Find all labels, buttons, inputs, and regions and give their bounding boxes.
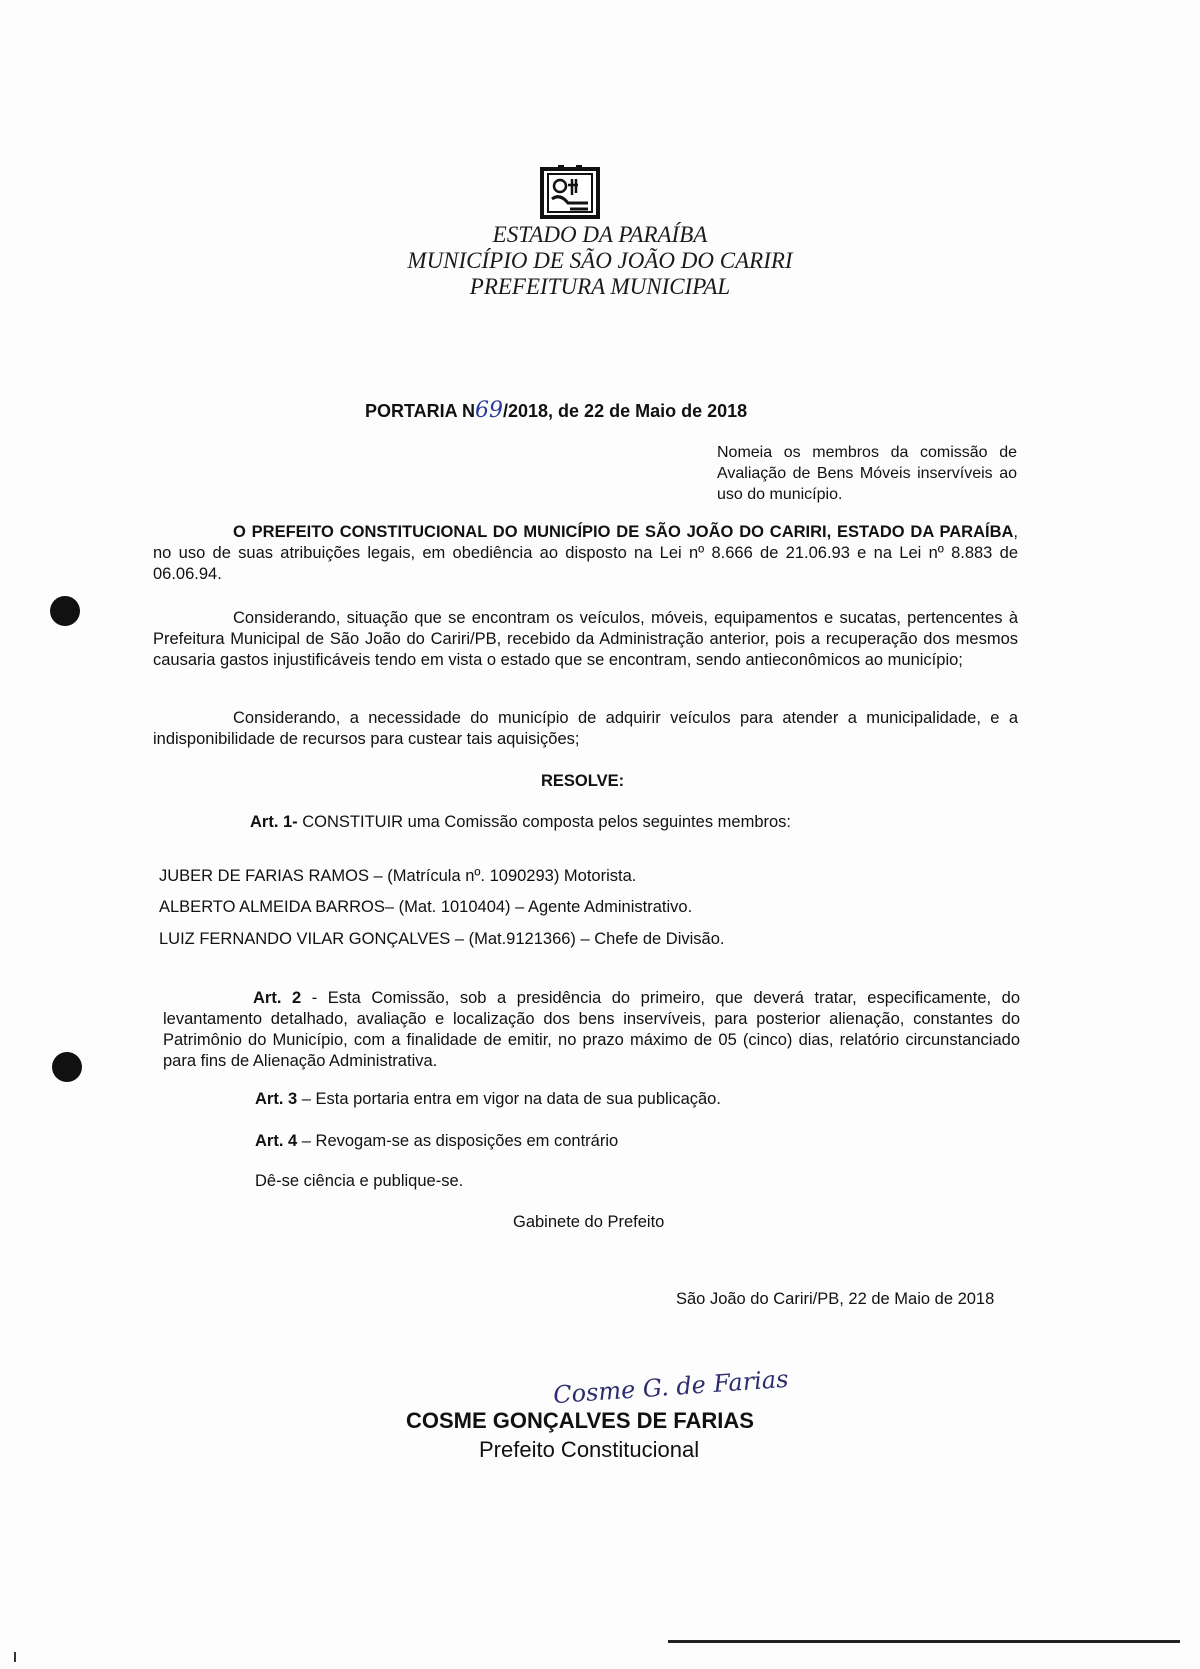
member-item: LUIZ FERNANDO VILAR GONÇALVES – (Mat.9121366) – Chefe de Divisão. <box>159 930 725 948</box>
considerando-2: Considerando, a necessidade do município de adquirir veículos para atender a municipalidade, e a indisponibilidade de recursos para custear tais aquisições; <box>153 709 1018 748</box>
member-item: JUBER DE FARIAS RAMOS – (Matrícula nº. 1090293) Motorista. <box>159 867 637 885</box>
resolve-heading: RESOLVE: <box>541 772 625 790</box>
member-item: ALBERTO ALMEIDA BARROS– (Mat. 1010404) – Agente Administrativo. <box>159 898 693 916</box>
municipal-crest-icon <box>540 165 600 219</box>
ementa: Nomeia os membros da comissão de Avaliação de Bens Móveis inservíveis ao uso do município. <box>717 444 1017 503</box>
title-suffix: /2018, de 22 de Maio de 2018 <box>503 401 748 421</box>
preamble-text: , no uso de suas atribuições legais, em obediência ao disposto na Lei nº 8.666 de 21.06.93 e na Lei nº 8.883 de 06.06.94. <box>153 523 1018 583</box>
handwritten-number: 69 <box>475 398 503 423</box>
header-state: ESTADO DA PARAÍBA <box>492 222 708 247</box>
art1-label: Art. 1- <box>250 813 298 831</box>
header-municipality: MUNICÍPIO DE SÃO JOÃO DO CARIRI <box>407 248 793 273</box>
art1-text: CONSTITUIR uma Comissão composta pelos seguintes membros: <box>297 813 792 831</box>
art2-label: Art. 2 <box>253 989 302 1007</box>
punch-hole <box>52 1052 82 1082</box>
header-prefeitura: PREFEITURA MUNICIPAL <box>469 274 731 299</box>
preamble-paragraph <box>153 522 1018 585</box>
place-date: São João do Cariri/PB, 22 de Maio de 2018 <box>676 1290 995 1308</box>
signer-name: COSME GONÇALVES DE FARIAS <box>406 1408 754 1433</box>
signer-role: Prefeito Constitucional <box>479 1437 700 1462</box>
scan-mark <box>14 1652 16 1662</box>
art3-text: – Esta portaria entra em vigor na data de sua publicação. <box>297 1090 721 1108</box>
publication-note: Dê-se ciência e publique-se. <box>255 1172 464 1190</box>
title-prefix: PORTARIA N <box>365 401 475 421</box>
art2-text: - Esta Comissão, sob a presidência do primeiro, que deverá tratar, especificamente, do levantamento detalhado, avaliação e localização dos bens inservíveis, para posterior alienação, constantes do Patrimônio do Município, com a finalidade de emitir, no prazo máximo de 05 (cinco) dias, relatório circunstanciado para fins de Alienação Administrativa. <box>163 989 1021 1070</box>
article-1 <box>250 813 791 832</box>
art3-label: Art. 3 <box>255 1090 298 1108</box>
preamble-bold: O PREFEITO CONSTITUCIONAL DO MUNICÍPIO DE SÃO JOÃO DO CARIRI, ESTADO DA PARAÍBA <box>233 523 1014 541</box>
article-2 <box>163 988 1020 1072</box>
handwritten-signature: Cosme G. de Farias <box>552 1364 790 1410</box>
punch-hole <box>50 596 80 626</box>
art4-text: – Revogam-se as disposições em contrário <box>297 1132 619 1150</box>
art4-label: Art. 4 <box>255 1132 298 1150</box>
article-4 <box>255 1132 618 1151</box>
portaria-title <box>365 398 747 423</box>
article-3 <box>255 1090 721 1109</box>
gabinete-line: Gabinete do Prefeito <box>513 1213 665 1231</box>
footer-rule <box>668 1640 1180 1643</box>
considerando-1: Considerando, situação que se encontram os veículos, móveis, equipamentos e sucatas, pertencentes à Prefeitura Municipal de São João do Cariri/PB, recebido da Administração anterior, pois a recuperação dos mesmos causaria gastos injustificáveis tendo em vista o estado que se encontram, sendo antieconômicos ao município; <box>153 609 1018 669</box>
